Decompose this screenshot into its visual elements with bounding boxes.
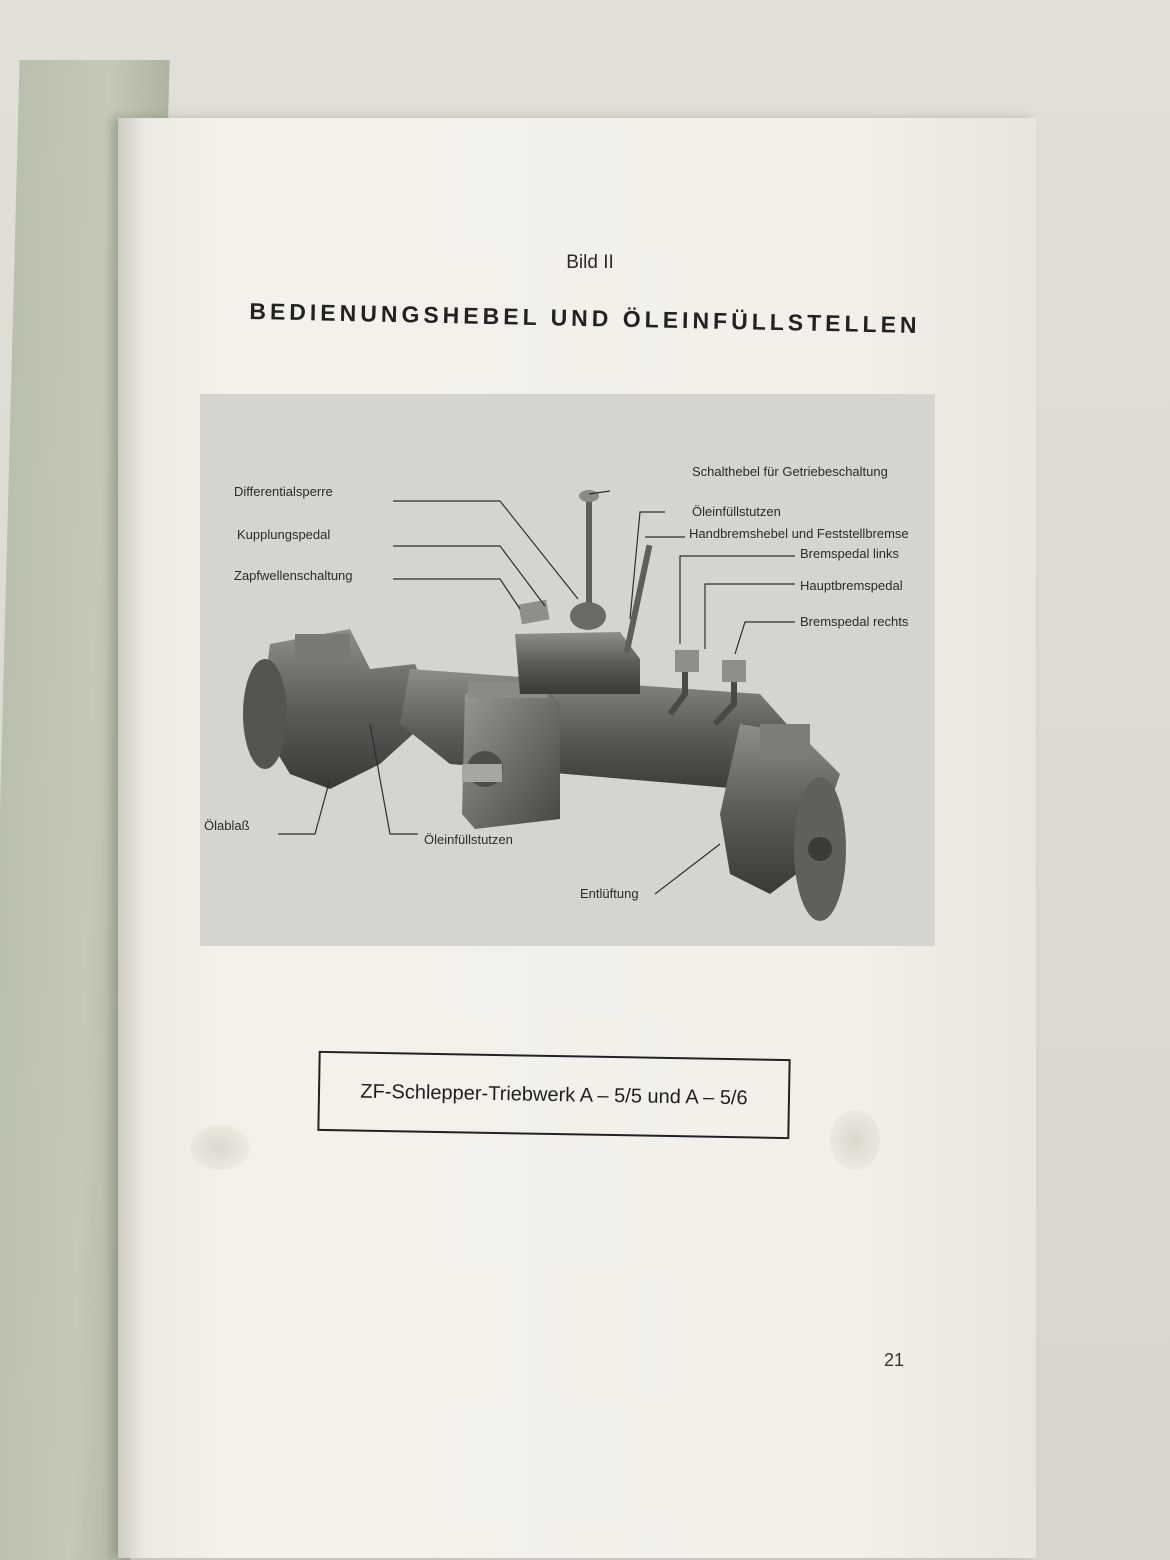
label-bremspedal-links: Bremspedal links xyxy=(800,546,899,561)
label-oelablass: Ölablaß xyxy=(204,818,250,833)
figure-caption: Bild II xyxy=(566,252,614,273)
label-handbremshebel: Handbremshebel und Feststellbremse xyxy=(689,526,909,541)
product-title-box xyxy=(317,1051,790,1139)
stain-left xyxy=(190,1125,250,1170)
label-oeleinfuellstutzen-top: Öleinfüllstutzen xyxy=(692,504,781,519)
page-heading: BEDIENUNGSHEBEL UND ÖLEINFÜLLSTELLEN xyxy=(249,297,921,339)
transmission-photo xyxy=(200,394,935,946)
label-oeleinfuellstutzen-bottom: Öleinfüllstutzen xyxy=(424,832,513,847)
stain-right xyxy=(830,1110,880,1170)
label-kupplungspedal: Kupplungspedal xyxy=(237,527,331,542)
page-number: 21 xyxy=(884,1350,905,1370)
label-differentialsperre: Differentialsperre xyxy=(234,484,333,499)
label-entlueftung: Entlüftung xyxy=(580,886,639,901)
product-title: ZF-Schlepper-Triebwerk A – 5/5 und A – 5/6 xyxy=(360,1080,748,1109)
label-hauptbremspedal: Hauptbremspedal xyxy=(800,578,903,593)
page-gutter-shadow xyxy=(118,118,146,1558)
label-schalthebel: Schalthebel für Getriebeschaltung xyxy=(692,464,888,479)
label-bremspedal-rechts: Bremspedal rechts xyxy=(800,614,909,629)
label-zapfwellenschaltung: Zapfwellenschaltung xyxy=(234,568,353,583)
